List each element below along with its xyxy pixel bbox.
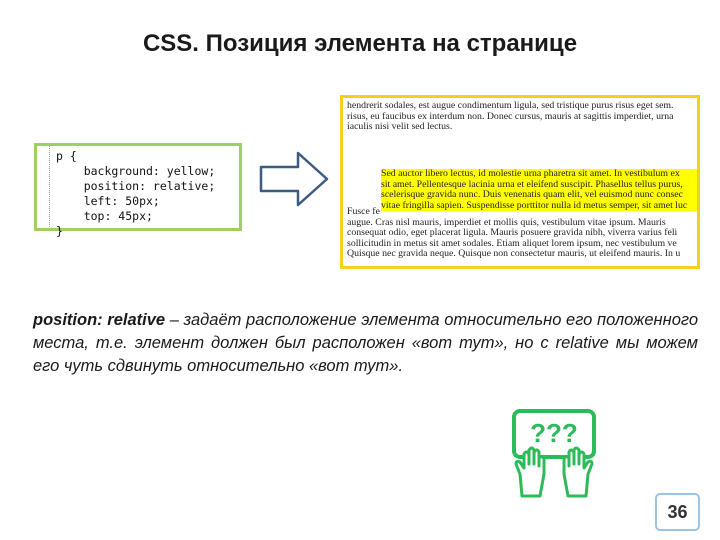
demo-line: Quisque nec gravida neque. Quisque non consectetur mauris, ut eleifend mauris. In u bbox=[347, 249, 681, 259]
demo-line: sit amet. Pellentesque lacinia urna et eleifend suscipit. Phasellus tellus purus, bbox=[381, 179, 683, 190]
demo-line: hendrerit sodales, est augue condimentum ligula, sed tristique purus risus eget sem. bbox=[347, 101, 674, 111]
description-text: – задаёт расположение элемента относительно его положенного места, т.е. элемент должен был расположен «вот тут», но с relative мы можем его чуть сдвинуть относительно «вот тут». bbox=[33, 311, 698, 375]
demo-line: sollicitudin in metus sit amet sodales. Etiam aliquet lorem ipsum, nec vestibulum ve bbox=[347, 238, 677, 249]
code-line: left: 50px; bbox=[56, 194, 160, 208]
demo-line: iaculis nisi velit sed lectus. bbox=[347, 122, 453, 132]
code-line: p { bbox=[56, 149, 77, 163]
demo-top-paragraph bbox=[347, 101, 700, 133]
demo-line: scelerisque gravida nunc. Duis venenatis quam elit, vel euismod nunc consec bbox=[381, 190, 683, 200]
page-number: 36 bbox=[655, 493, 700, 531]
description-term: position: relative bbox=[33, 311, 166, 329]
demo-line: vitae fringilla sapien. Suspendisse porttitor nulla id metus semper, sit amet luc bbox=[381, 200, 688, 211]
description-paragraph bbox=[33, 309, 698, 378]
question-hands-icon bbox=[508, 408, 600, 500]
code-line: position: relative; bbox=[56, 179, 216, 193]
demo-line: consequat odio, eget placerat ligula. Mauris posuere gravida nibh, viverra varius feli bbox=[347, 228, 678, 238]
code-line: background: yellow; bbox=[56, 164, 216, 178]
demo-shifted-paragraph bbox=[381, 169, 700, 211]
demo-render-box bbox=[340, 95, 700, 269]
code-line: top: 45px; bbox=[56, 209, 153, 223]
demo-bottom-paragraph bbox=[347, 207, 700, 260]
demo-line: risus, eu faucibus ex interdum non. Donec cursus, mauris at sagittis imperdiet, urna bbox=[347, 111, 674, 122]
demo-line: Fusce fe bbox=[347, 207, 380, 217]
code-block bbox=[49, 146, 239, 238]
css-code-example bbox=[34, 143, 242, 238]
slide-title: CSS. Позиция элемента на странице bbox=[142, 30, 578, 57]
demo-line: augue. Cras nisl mauris, imperdiet et mollis quis, vestibulum vitae ipsum. Mauris bbox=[347, 217, 666, 228]
demo-line: Sed auctor libero lectus, id molestie urna pharetra sit amet. In vestibulum ex bbox=[381, 169, 680, 179]
code-line: } bbox=[56, 224, 63, 238]
right-arrow-icon bbox=[258, 150, 330, 208]
svg-text:???: ??? bbox=[530, 418, 578, 448]
